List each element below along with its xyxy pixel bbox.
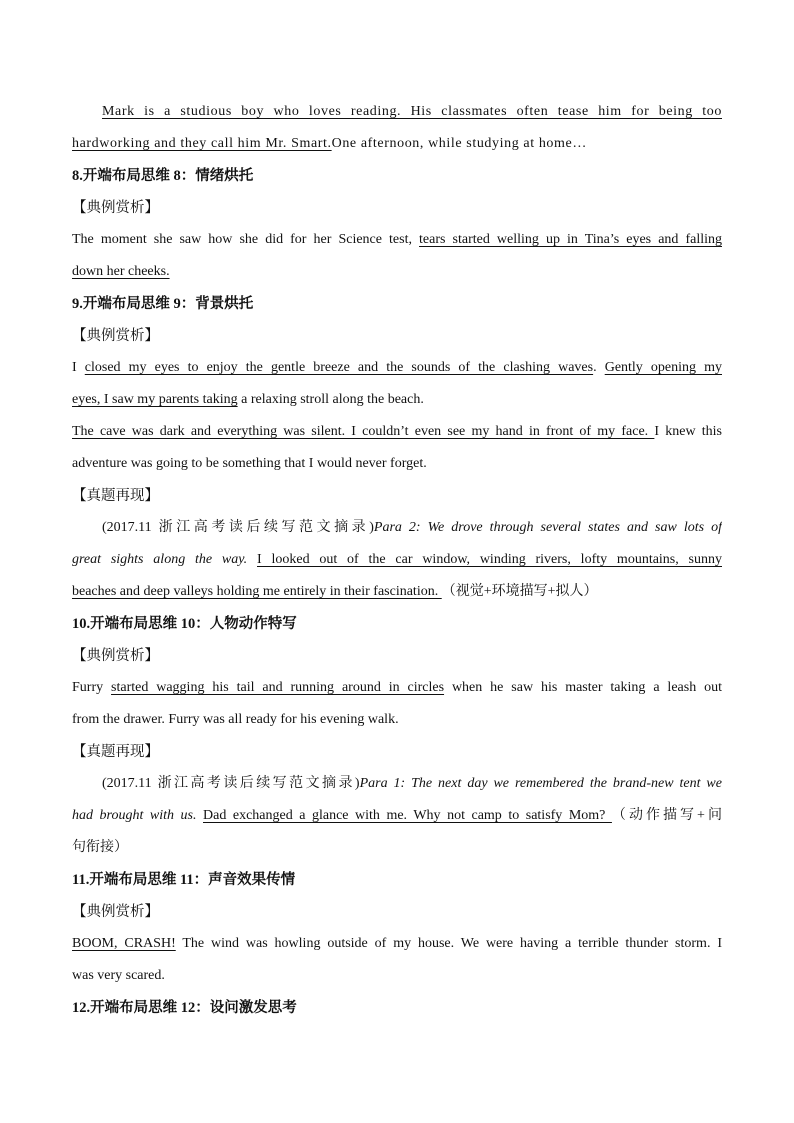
section-9-real-line-2 bbox=[72, 544, 722, 576]
s8-underlined-2: down her cheeks. bbox=[72, 264, 170, 279]
intro-line-2 bbox=[72, 128, 722, 160]
s9-real-italic-2: great sights along the way. bbox=[72, 552, 248, 567]
s10-underlined-1: started wagging his tail and running around in circles bbox=[111, 680, 445, 695]
section-10-tag-2: 【真题再现】 bbox=[72, 744, 159, 760]
s10-text-1b: when he saw his master taking a leash out bbox=[444, 680, 722, 695]
intro-underlined-2: hardworking and they call him Mr. Smart. bbox=[72, 136, 332, 151]
s9-real-space bbox=[247, 552, 257, 567]
section-9-tag: 【典例赏析】 bbox=[72, 328, 159, 344]
document-page bbox=[72, 96, 722, 1024]
section-11-heading: 11.开端布局思维 11：声音效果传情 bbox=[72, 872, 296, 888]
section-10-heading: 10.开端布局思维 10：人物动作特写 bbox=[72, 616, 297, 632]
section-8-heading: 8.开端布局思维 8：情绪烘托 bbox=[72, 168, 254, 184]
section-8-line-1 bbox=[72, 224, 722, 256]
section-10-tag: 【典例赏析】 bbox=[72, 648, 159, 664]
section-9-line-2 bbox=[72, 384, 722, 416]
s9-real-italic-1: Para 2: We drove through several states and saw lots of bbox=[373, 520, 722, 535]
s10-text-1a: Furry bbox=[72, 680, 112, 695]
s8-underlined-1: tears started welling up in Tina’s eyes and falling bbox=[419, 232, 722, 247]
section-10-real-line-2 bbox=[72, 800, 722, 832]
section-9-line-3 bbox=[72, 416, 722, 448]
s9-text-1a: I bbox=[72, 360, 85, 375]
s9-underlined-1b: Gently opening my bbox=[604, 360, 722, 375]
s9-underlined-3: The cave was dark and everything was silent. I couldn’t even see my hand in front of my face. bbox=[72, 424, 655, 439]
section-11-line-2: was very scared. bbox=[72, 968, 165, 983]
s11-underlined-1: BOOM, CRASH! bbox=[72, 936, 176, 951]
section-11-line-1 bbox=[72, 928, 722, 960]
section-10-line-1 bbox=[72, 672, 722, 704]
intro-underlined-1: Mark is a studious boy who loves reading. His classmates often tease him for being too bbox=[102, 104, 722, 119]
s9-underlined-2: eyes, I saw my parents taking bbox=[72, 392, 238, 407]
section-9-tag-2: 【真题再现】 bbox=[72, 488, 159, 504]
s11-text-1: The wind was howling outside of my house. We were having a terrible thunder storm. I bbox=[175, 936, 722, 951]
s9-text-3: I knew this bbox=[654, 424, 722, 439]
s9-real-underlined-3: beaches and deep valleys holding me entirely in their fascination. bbox=[72, 584, 442, 599]
intro-text-2: One afternoon, while studying at home… bbox=[331, 136, 587, 151]
section-11-tag: 【典例赏析】 bbox=[72, 904, 159, 920]
section-10-real-line-1 bbox=[72, 768, 722, 800]
section-8-line-2 bbox=[72, 256, 722, 288]
s10-real-italic-2: had brought with us. bbox=[72, 808, 197, 823]
section-9-real-line-1 bbox=[72, 512, 722, 544]
s10-real-source: (2017.11 浙江高考读后续写范文摘录) bbox=[102, 776, 360, 791]
s10-real-underlined-2: Dad exchanged a glance with me. Why not camp to satisfy Mom? bbox=[203, 808, 612, 823]
section-9-heading: 9.开端布局思维 9：背景烘托 bbox=[72, 296, 254, 312]
section-9-real-line-3 bbox=[72, 576, 722, 608]
intro-line-1 bbox=[72, 96, 722, 128]
section-9-line-1 bbox=[72, 352, 722, 384]
section-10-line-2: from the drawer. Furry was all ready for his evening walk. bbox=[72, 712, 399, 727]
s9-text-2: a relaxing stroll along the beach. bbox=[237, 392, 424, 407]
section-12-heading: 12.开端布局思维 12：设问激发思考 bbox=[72, 1000, 297, 1016]
s9-real-note: （视觉+环境描写+拟人） bbox=[441, 584, 598, 599]
section-8-tag: 【典例赏析】 bbox=[72, 200, 159, 216]
s9-text-1b: . bbox=[593, 360, 605, 375]
section-9-line-4: adventure was going to be something that I would never forget. bbox=[72, 456, 427, 471]
s10-real-italic-1: Para 1: The next day we remembered the brand-new tent we bbox=[359, 776, 722, 791]
s9-real-underlined-2: I looked out of the car window, winding rivers, lofty mountains, sunny bbox=[257, 552, 722, 567]
section-10-real-line-3: 句衔接） bbox=[72, 840, 128, 855]
s9-real-source: (2017.11 浙江高考读后续写范文摘录) bbox=[102, 520, 374, 535]
s10-real-note: （动作描写+问 bbox=[611, 808, 722, 823]
s9-underlined-1a: closed my eyes to enjoy the gentle breeze and the sounds of the clashing waves bbox=[84, 360, 594, 375]
s8-text-1: The moment she saw how she did for her Science test, bbox=[72, 232, 420, 247]
